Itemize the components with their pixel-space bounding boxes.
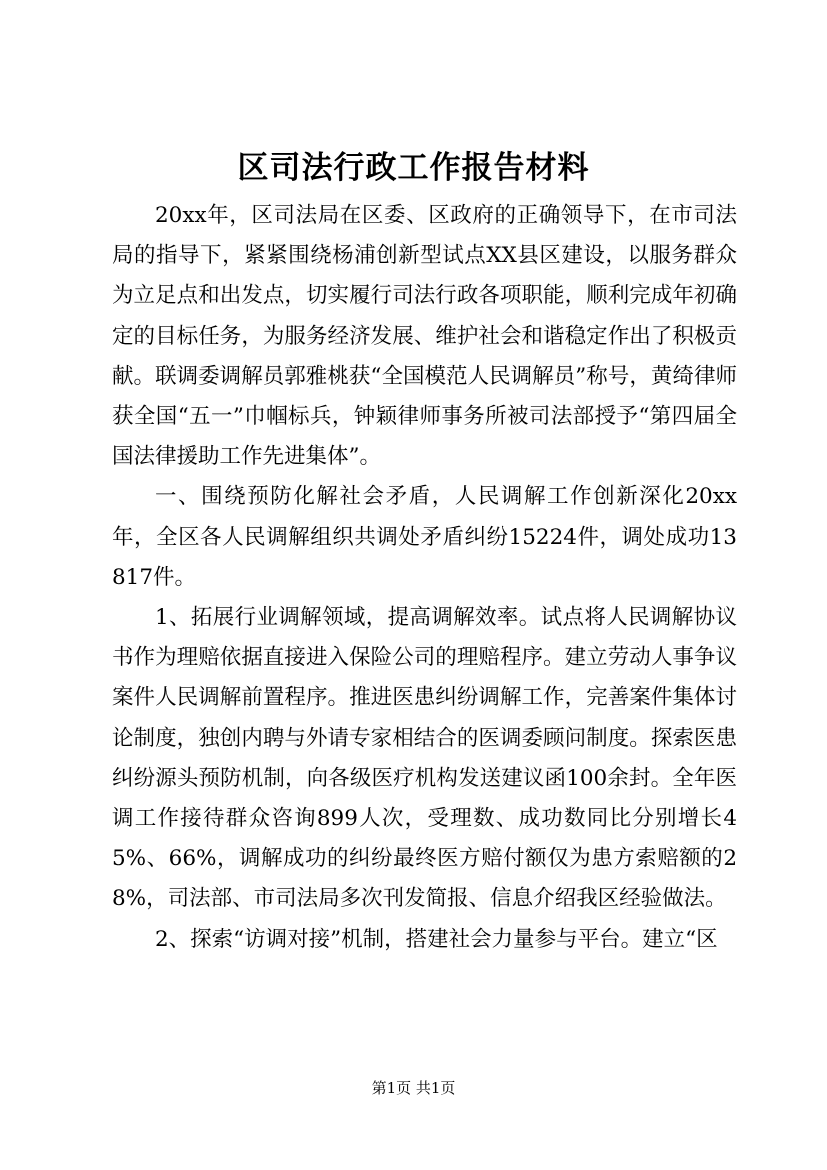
page-footer: 第1页 共1页: [371, 1079, 456, 1097]
document-body: [112, 196, 737, 960]
paragraph-section-1: 一、围绕预防化解社会矛盾，人民调解工作创新深化20xx年，全区各人民调解组织共调处矛盾纠纷15224件，调处成功13817件。: [112, 484, 737, 590]
document-title: 区司法行政工作报告材料: [237, 150, 590, 186]
paragraph-item-2: 2、探索“访调对接”机制，搭建社会力量参与平台。建立“区: [155, 926, 718, 952]
paragraph-item-1: 1、拓展行业调解领域，提高调解效率。试点将人民调解协议书作为理赔依据直接进入保险公司的理赔程序。建立劳动人事争议案件人民调解前置程序。推进医患纠纷调解工作，完善案件集体讨论制度，独创内聘与外请专家相结合的医调委顾问制度。探索医患纠纷源头预防机制，向各级医疗机构发送建议函100余封。全年医调工作接待群众咨询899人次，受理数、成功数同比分别增长45%、66%，调解成功的纠纷最终医方赔付额仅为患方索赔额的28%，司法部、市司法局多次刊发简报、信息介绍我区经验做法。: [112, 605, 737, 912]
paragraph-intro: 20xx年，区司法局在区委、区政府的正确领导下，在市司法局的指导下，紧紧围绕杨浦创新型试点XX县区建设，以服务群众为立足点和出发点，切实履行司法行政各项职能，顺利完成年初确定的目标任务，为服务经济发展、维护社会和谐稳定作出了积极贡献。联调委调解员郭雅桃获“全国模范人民调解员”称号，黄绮律师获全国“五一”巾帼标兵，钟颖律师事务所被司法部授予“第四届全国法律援助工作先进集体”。: [112, 203, 737, 470]
